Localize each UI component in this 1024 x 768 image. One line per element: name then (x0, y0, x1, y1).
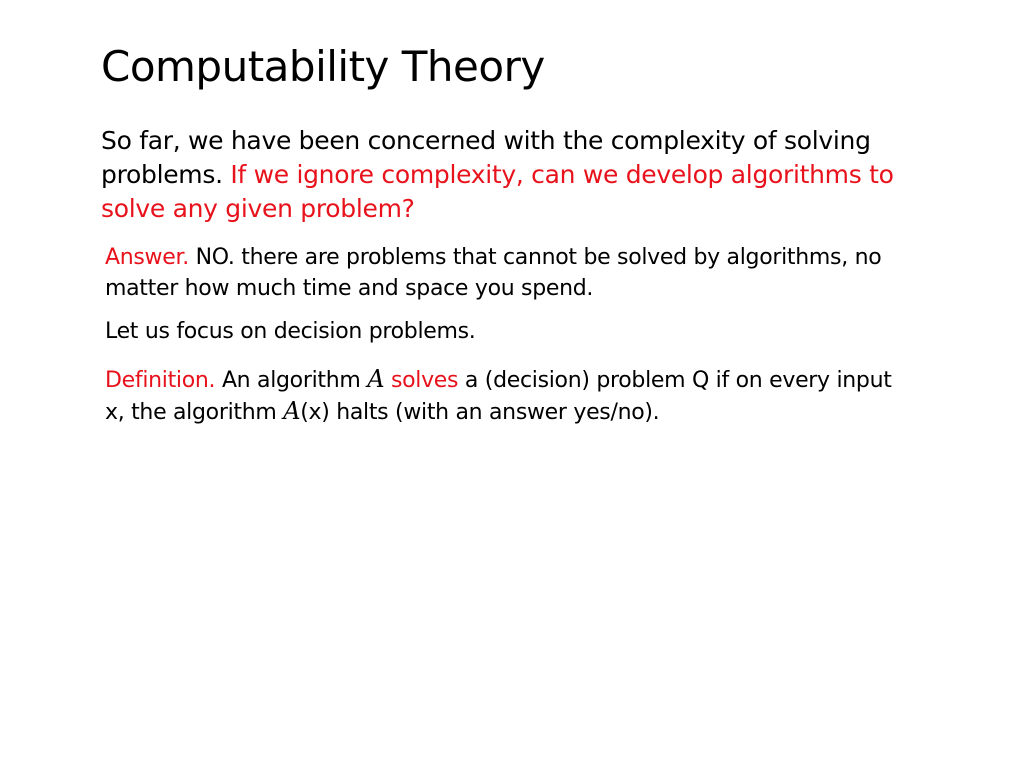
intro-text: So far, we have been concerned with the complexity of solving problems. (101, 126, 871, 189)
focus-paragraph (105, 316, 905, 347)
definition-text-3: (x) halts (with an answer yes/no). (300, 400, 660, 425)
algorithm-symbol: A (367, 365, 385, 393)
definition-text-1: An algorithm (221, 368, 361, 393)
algorithm-symbol-2: A (283, 397, 301, 425)
answer-label: Answer. (105, 245, 189, 270)
intro-question: If we ignore complexity, can we develop algorithms to solve any given problem? (101, 160, 894, 223)
intro-paragraph (101, 124, 911, 226)
definition-keyword: solves (390, 368, 459, 393)
definition-paragraph (105, 364, 905, 428)
definition-text-2: a (decision) problem Q if on every input x, the algorithm (105, 368, 892, 425)
slide-title: Computability Theory (101, 42, 545, 91)
focus-text: Let us focus on decision problems. (105, 319, 476, 344)
answer-text: NO. there are problems that cannot be solved by algorithms, no matter how much time and space you spend. (105, 245, 882, 301)
definition-label: Definition. (105, 368, 216, 393)
answer-paragraph (105, 242, 905, 304)
